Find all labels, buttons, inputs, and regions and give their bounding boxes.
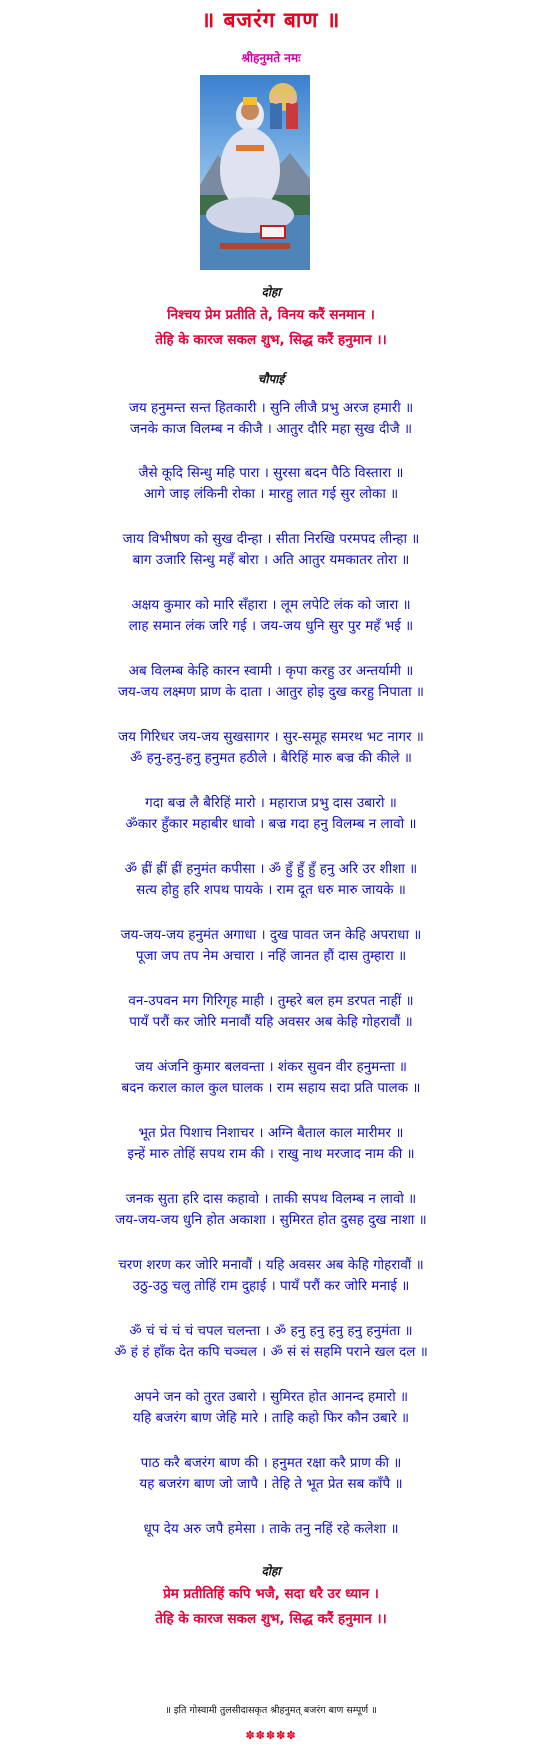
verse-line: जय-जय-जय धुनि होत अकाशा । सुमिरत होत दुसह दुख नाशा ॥ bbox=[115, 1212, 427, 1228]
page-title: ॥ बजरंग बाण ॥ bbox=[201, 8, 341, 32]
verse-line: जैसे कूदि सिन्धु महि पारा । सुरसा बदन पैठि विस्तारा ॥ bbox=[138, 465, 404, 481]
doha-line: निश्चय प्रेम प्रतीति ते, विनय करैं सनमान । bbox=[167, 307, 375, 323]
verse-line: अक्षय कुमार को मारि सँहारा । लूम लपेटि लंक को जारा ॥ bbox=[131, 597, 411, 613]
chaupai-stanza bbox=[0, 661, 542, 703]
chaupai-stanza bbox=[0, 1321, 542, 1363]
verse-line: पायँ परौं कर जोरि मनावौं यहि अवसर अब केहि गोहरावौं ॥ bbox=[129, 1014, 413, 1030]
verse-line: आगे जाइ लंकिनी रोका । मारहु लात गई सुर लोका ॥ bbox=[143, 486, 399, 502]
verse-line: जाय विभीषण को सुख दीन्हा । सीता निरखि परमपद लीन्हा ॥ bbox=[122, 531, 420, 547]
verse-line: जनके काज विलम्ब न कीजै । आतुर दौरि महा सुख दीजै ॥ bbox=[129, 421, 413, 437]
chaupai-stanza bbox=[0, 398, 542, 440]
chaupai-stanza bbox=[0, 1057, 542, 1099]
verse-line: उठु-उठु चलु तोहिं राम दुहाई । पायँ परौं कर जोरि मनाई ॥ bbox=[132, 1278, 410, 1294]
chaupai-stanza bbox=[0, 463, 542, 505]
verse-line: ॐ हं हं हाँक देत कपि चञ्चल । ॐ सं सं सहमि पराने खल दल ॥ bbox=[114, 1344, 428, 1360]
verse-line: जय-जय लक्ष्मण प्राण के दाता । आतुर होइ दुख करहु निपाता ॥ bbox=[117, 684, 425, 700]
verse-line: ॐ हनु-हनु-हनु हनुमत हठीले । बैरिहिं मारु बज्र की कीले ॥ bbox=[130, 750, 412, 766]
verse-line: जनक सुता हरि दास कहावो । ताकी सपथ विलम्ब न लावो ॥ bbox=[125, 1191, 417, 1207]
verse-line: सत्य होहु हरि शपथ पायके । राम दूत धरु मारु जायके ॥ bbox=[136, 882, 406, 898]
hanuman-picture bbox=[200, 75, 310, 270]
chaupai-stanza bbox=[0, 595, 542, 637]
verse-line: पाठ करै बजरंग बाण की । हनुमत रक्षा करै प्राण की ॥ bbox=[140, 1455, 402, 1471]
verse-line: जय-जय-जय हनुमंत अगाधा । दुख पावत जन केहि अपराधा ॥ bbox=[120, 927, 422, 943]
doha-heading: दोहा bbox=[261, 285, 281, 299]
chaupai-stanza bbox=[0, 991, 542, 1033]
chaupai-stanza bbox=[0, 793, 542, 835]
closing-doha bbox=[0, 1582, 542, 1632]
verse-line: जय अंजनि कुमार बलवन्ता । शंकर सुवन वीर हनुमन्ता ॥ bbox=[135, 1059, 407, 1075]
doha-line: तेहि के कारज सकल शुभ, सिद्ध करैं हनुमान ।। bbox=[155, 1611, 387, 1627]
verse-line: ॐकार हुँकार महाबीर धावो । बज्र गदा हनु विलम्ब न लावो ॥ bbox=[125, 816, 417, 832]
chaupai-stanza bbox=[0, 859, 542, 901]
doha-line: प्रेम प्रतीतिहिं कपि भजै, सदा धरै उर ध्यान । bbox=[163, 1586, 379, 1602]
doha-line: तेहि के कारज सकल शुभ, सिद्ध करैं हनुमान ।। bbox=[155, 332, 387, 348]
verse-line: जय हनुमन्त सन्त हितकारी । सुनि लीजै प्रभु अरज हमारी ॥ bbox=[128, 400, 414, 416]
verse-line: यहि बजरंग बाण जेहि मारे । ताहि कहो फिर कौन उबारे ॥ bbox=[132, 1410, 410, 1426]
opening-doha bbox=[0, 303, 542, 353]
verse-line: अपने जन को तुरत उबारो । सुमिरत होत आनन्द हमारो ॥ bbox=[133, 1389, 409, 1405]
verse-line: धूप देय अरु जपै हमेसा । ताके तनु नहिं रहे कलेशा ॥ bbox=[143, 1521, 399, 1537]
verse-line: यह बजरंग बाण जो जापै । तेहि ते भूत प्रेत सब काँपै ॥ bbox=[139, 1476, 403, 1492]
chaupai-stanza bbox=[0, 1255, 542, 1297]
verse-line: पूजा जप तप नेम अचारा । नहिं जानत हौं दास तुम्हारा ॥ bbox=[135, 948, 407, 964]
verse-line: भूत प्रेत पिशाच निशाचर । अग्नि बैताल काल मारीमर ॥ bbox=[138, 1125, 404, 1141]
chaupai-stanza bbox=[0, 1189, 542, 1231]
chaupai-stanza bbox=[0, 1519, 542, 1540]
salutation: श्रीहनुमते नमः bbox=[241, 51, 301, 65]
closing-doha-heading: दोहा bbox=[261, 1564, 281, 1578]
end-ornament: ✽✽✽✽✽ bbox=[245, 1729, 297, 1742]
chaupai-heading: चौपाई bbox=[257, 372, 285, 386]
chaupai-stanza bbox=[0, 1453, 542, 1495]
chaupai-stanza bbox=[0, 529, 542, 571]
verse-line: ॐ चं चं चं चं चपल चलन्ता । ॐ हनु हनु हनु हनु हनुमंता ॥ bbox=[129, 1323, 413, 1339]
verse-line: वन-उपवन मग गिरिगृह माही । तुम्हरे बल हम डरपत नाहीं ॥ bbox=[128, 993, 414, 1009]
verse-line: इन्हें मारु तोहिं सपथ राम की । राखु नाथ मरजाद नाम की ॥ bbox=[127, 1146, 415, 1162]
verse-line: चरण शरण कर जोरि मनावौं । यहि अवसर अब केहि गोहरावौं ॥ bbox=[118, 1257, 424, 1273]
verse-line: जय गिरिधर जय-जय सुखसागर । सुर-समूह समरथ भट नागर ॥ bbox=[118, 729, 424, 745]
colophon: ॥ इति गोस्वामी तुलसीदासकृत श्रीहनुमत् बजरंग बाण सम्पूर्ण ॥ bbox=[165, 1705, 377, 1716]
verse-line: बाग उजारि सिन्धु महँ बोरा । अति आतुर यमकातर तोरा ॥ bbox=[132, 552, 410, 568]
chaupai-stanza bbox=[0, 727, 542, 769]
verse-line: ॐ ह्रीं ह्रीं ह्रीं हनुमंत कपीसा । ॐ हुँ हुँ हुँ हनु अरि उर शीशा ॥ bbox=[124, 861, 418, 877]
chaupai-stanza bbox=[0, 925, 542, 967]
chaupai-stanza bbox=[0, 1387, 542, 1429]
verse-line: बदन कराल काल कुल घालक । राम सहाय सदा प्रति पालक ॥ bbox=[121, 1080, 421, 1096]
verse-line: अब विलम्ब केहि कारन स्वामी । कृपा करहु उर अन्तर्यामी ॥ bbox=[128, 663, 414, 679]
verse-line: गदा बज्र लै बैरिहिं मारो । महाराज प्रभु दास उबारो ॥ bbox=[145, 795, 397, 811]
verse-line: लाह समान लंक जरि गई । जय-जय धुनि सुर पुर महँ भई ॥ bbox=[128, 618, 414, 634]
chaupai-stanza bbox=[0, 1123, 542, 1165]
